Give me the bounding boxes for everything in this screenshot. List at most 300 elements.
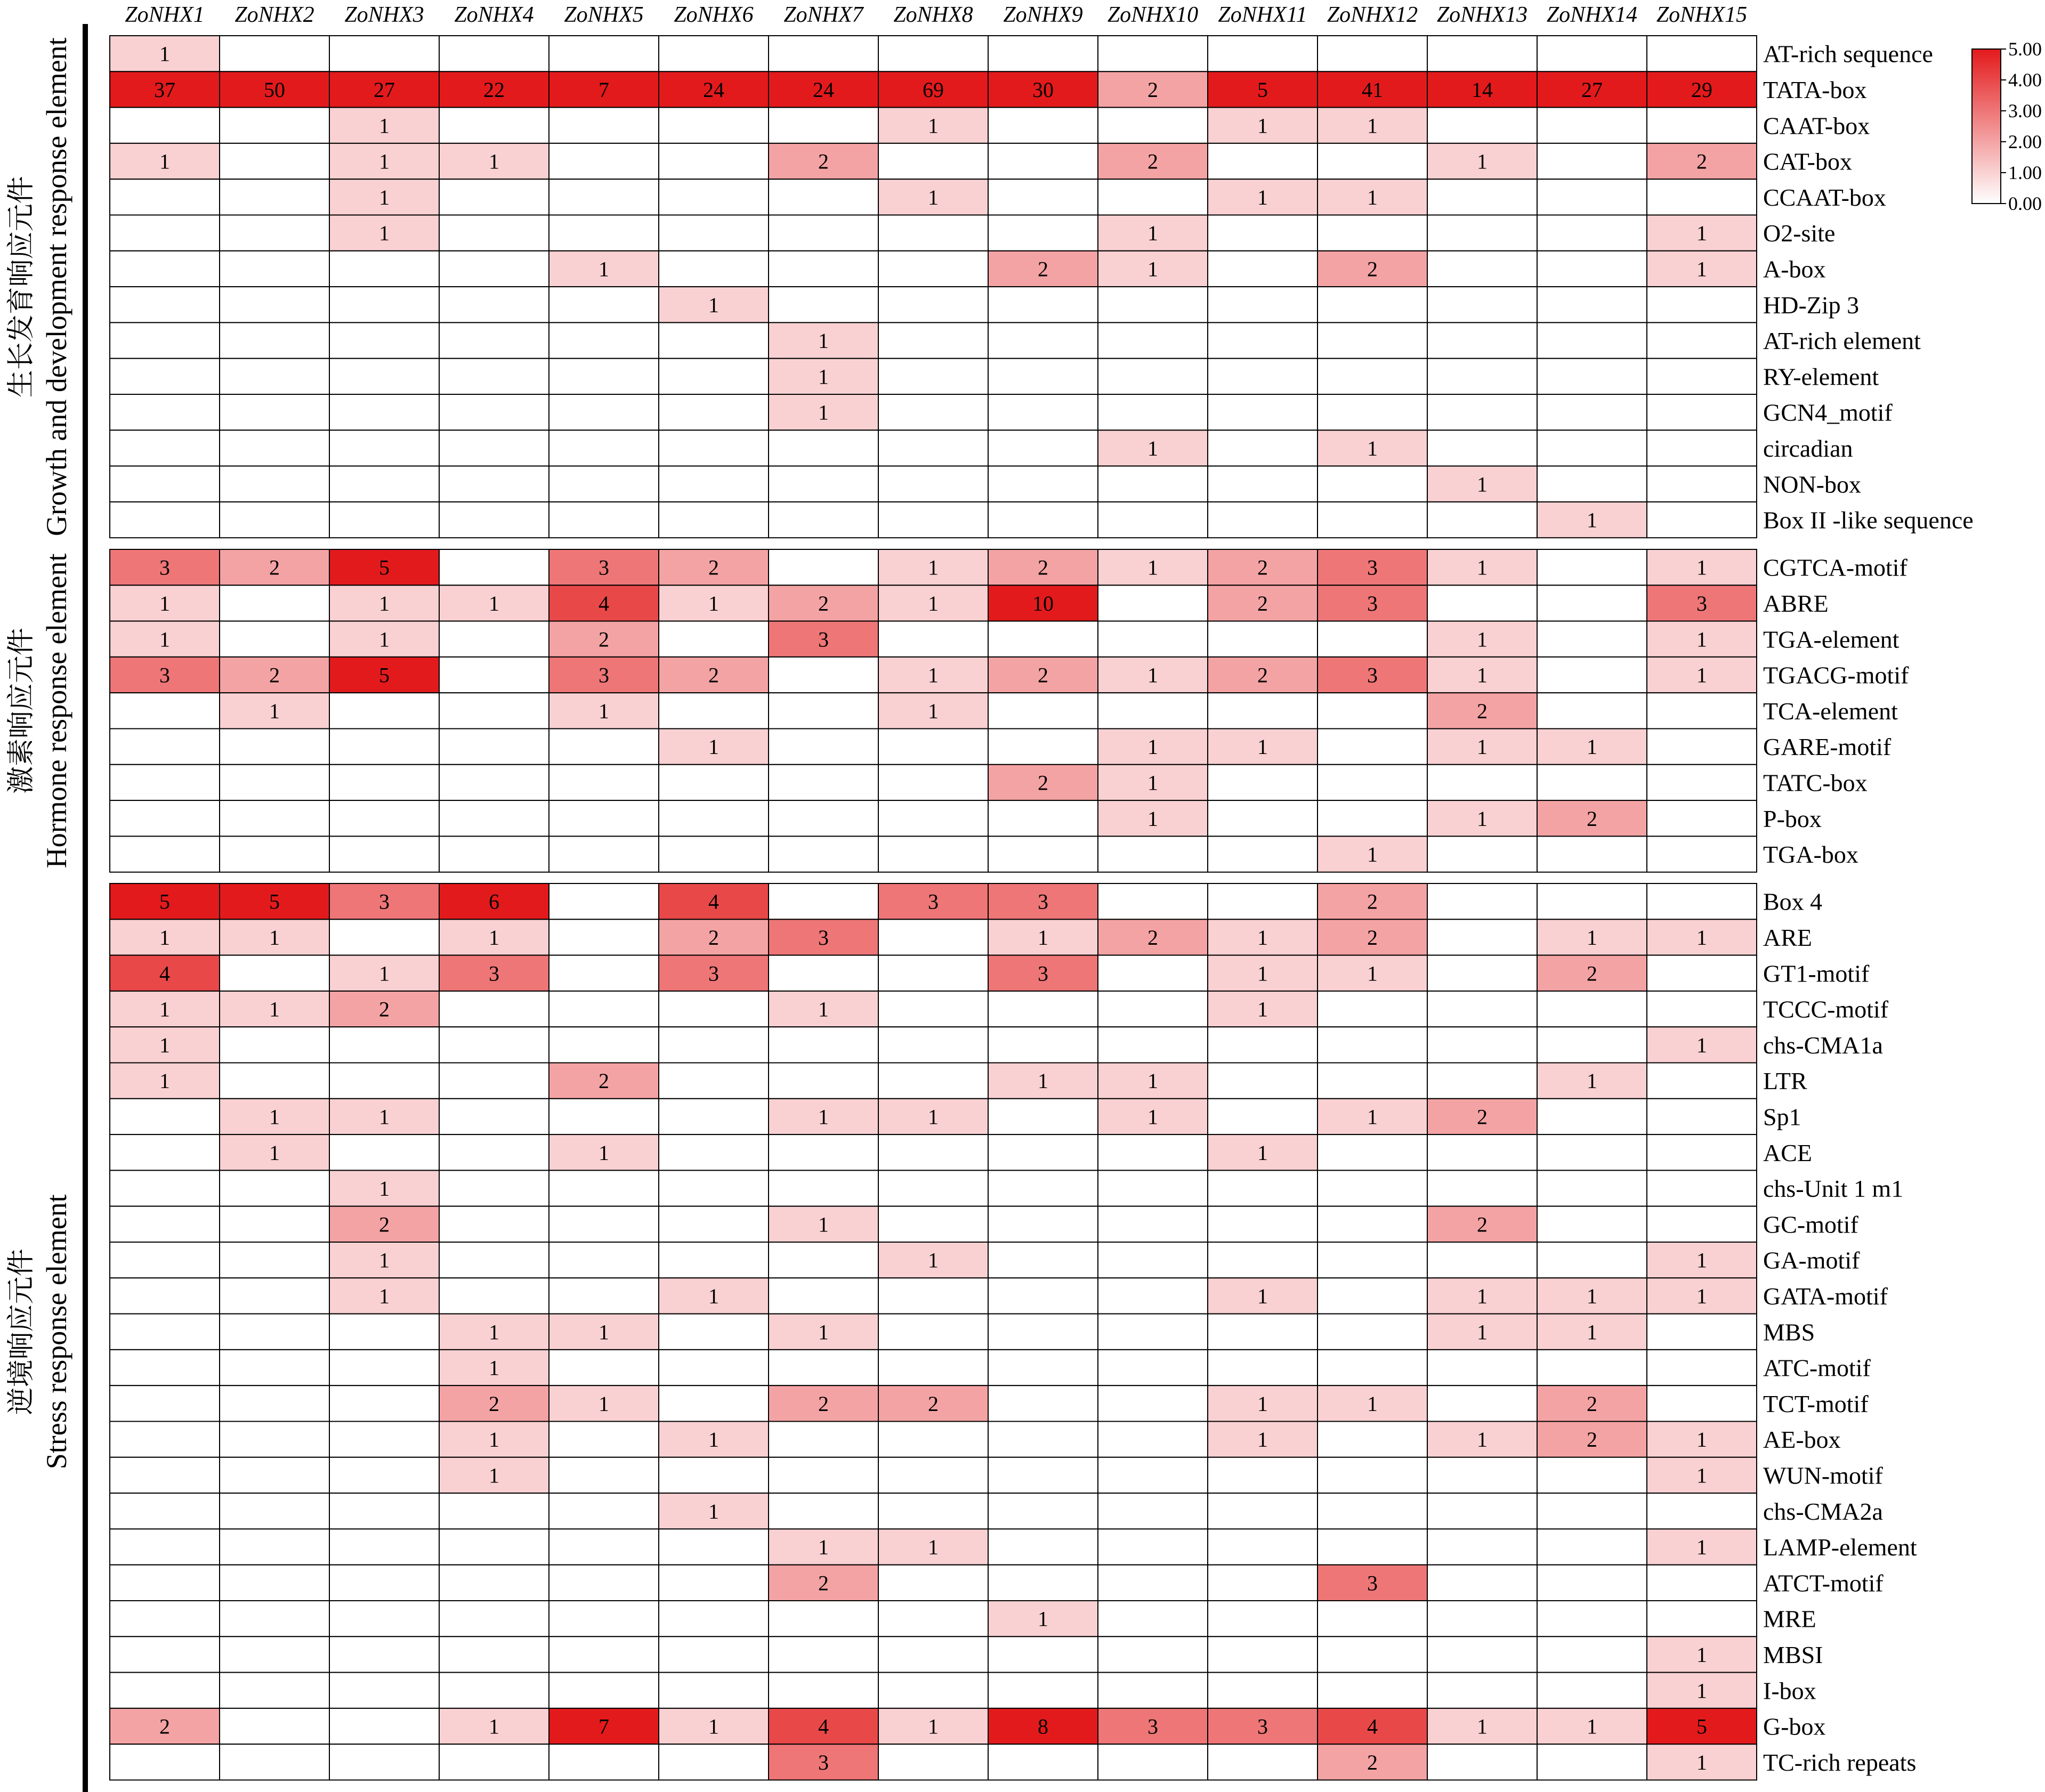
heatmap-cell xyxy=(329,251,439,287)
row-label: MBSI xyxy=(1763,1641,1823,1668)
heatmap-cell xyxy=(329,359,439,394)
heatmap-cell xyxy=(220,466,329,502)
heatmap-cell xyxy=(1537,1099,1647,1134)
heatmap-cell xyxy=(878,955,988,991)
cell-value-label: 1 xyxy=(1257,925,1268,950)
row-label: ACE xyxy=(1763,1139,1812,1166)
cell-value-label: 1 xyxy=(1696,1463,1707,1488)
heatmap-cell xyxy=(769,1063,878,1099)
heatmap-cell xyxy=(659,466,769,502)
heatmap-cell xyxy=(1208,1457,1317,1493)
heatmap-cell xyxy=(1427,251,1537,287)
row-label: TCA-element xyxy=(1763,697,1898,725)
heatmap-cell xyxy=(1427,765,1537,800)
heatmap-cell xyxy=(1208,800,1317,836)
heatmap-cell xyxy=(1537,1134,1647,1170)
heatmap-cell xyxy=(769,1350,878,1385)
heatmap-cell xyxy=(110,1636,220,1672)
cell-value-label: 22 xyxy=(483,77,505,102)
heatmap-cell xyxy=(1427,1350,1537,1385)
cell-value-label: 1 xyxy=(1147,436,1158,460)
heatmap-cell xyxy=(1098,836,1208,872)
heatmap-cell xyxy=(1427,1744,1537,1780)
row-label: TC-rich repeats xyxy=(1763,1748,1917,1776)
cell-value-label: 1 xyxy=(379,185,390,209)
heatmap-cell xyxy=(1317,322,1427,358)
heatmap-cell xyxy=(1427,394,1537,430)
heatmap-cell xyxy=(1098,883,1208,919)
heatmap-cell xyxy=(329,1708,439,1744)
heatmap-cell xyxy=(1208,359,1317,394)
cell-value-label: 1 xyxy=(1147,555,1158,580)
cell-value-label: 2 xyxy=(1367,925,1378,950)
heatmap-cell xyxy=(549,765,659,800)
heatmap-cell xyxy=(659,1206,769,1242)
heatmap-cell xyxy=(329,836,439,872)
heatmap-cell xyxy=(220,36,329,71)
heatmap-cell xyxy=(1098,693,1208,728)
heatmap-cell xyxy=(878,394,988,430)
heatmap-cell xyxy=(769,1457,878,1493)
cell-value-label: 1 xyxy=(818,364,829,389)
cell-value-label: 5 xyxy=(1257,77,1268,102)
heatmap-cell xyxy=(220,215,329,251)
cell-value-label: 1 xyxy=(379,1248,390,1272)
row-label: chs-Unit 1 m1 xyxy=(1763,1175,1904,1203)
cell-value-label: 1 xyxy=(599,1140,609,1165)
heatmap-cell xyxy=(659,991,769,1027)
heatmap-cell xyxy=(329,322,439,358)
heatmap-cell xyxy=(659,108,769,143)
heatmap-cell xyxy=(1537,1636,1647,1672)
cell-value-label: 1 xyxy=(1147,1105,1158,1129)
heatmap-cell xyxy=(988,502,1098,538)
heatmap-cell xyxy=(769,1242,878,1278)
heatmap-cell xyxy=(1427,1673,1537,1708)
heatmap-cell xyxy=(988,1170,1098,1206)
cell-value-label: 1 xyxy=(708,591,719,615)
heatmap-cell xyxy=(769,1636,878,1672)
heatmap-cell xyxy=(1098,36,1208,71)
heatmap-cell xyxy=(769,1170,878,1206)
heatmap-cell xyxy=(1317,466,1427,502)
heatmap-cell xyxy=(769,693,878,728)
cell-value-label: 1 xyxy=(708,1714,719,1739)
heatmap-cell xyxy=(878,287,988,322)
heatmap-cell xyxy=(110,1457,220,1493)
cell-value-label: 1 xyxy=(379,1105,390,1129)
heatmap-cell xyxy=(549,1242,659,1278)
heatmap-cell xyxy=(1208,765,1317,800)
heatmap-cell xyxy=(878,359,988,394)
heatmap-cell xyxy=(988,729,1098,765)
heatmap-cell xyxy=(1317,1134,1427,1170)
cell-value-label: 1 xyxy=(489,149,499,174)
heatmap-cell xyxy=(549,36,659,71)
heatmap-cell xyxy=(1098,359,1208,394)
cell-value-label: 1 xyxy=(708,735,719,759)
heatmap-cell xyxy=(1317,36,1427,71)
group-label-english: Hormone response element xyxy=(41,553,72,869)
row-label: TGA-box xyxy=(1763,841,1858,869)
heatmap-cell xyxy=(1098,179,1208,215)
heatmap-cell xyxy=(1317,215,1427,251)
cell-value-label: 1 xyxy=(818,1105,829,1129)
cell-value-label: 1 xyxy=(489,1320,499,1344)
heatmap-cell xyxy=(769,1673,878,1708)
heatmap-cell xyxy=(878,1278,988,1313)
heatmap-cell xyxy=(549,1673,659,1708)
cell-value-label: 1 xyxy=(489,1356,499,1380)
row-label: TGACG-motif xyxy=(1763,661,1909,689)
heatmap-cell xyxy=(220,1744,329,1780)
row-label: TCT-motif xyxy=(1763,1390,1869,1417)
heatmap-cell xyxy=(439,287,549,322)
heatmap-cell xyxy=(1208,1314,1317,1350)
heatmap-cell xyxy=(220,1422,329,1457)
heatmap-cell xyxy=(1098,1027,1208,1063)
heatmap-cell xyxy=(110,287,220,322)
heatmap-cell xyxy=(1317,1529,1427,1564)
heatmap-cell xyxy=(220,1350,329,1385)
heatmap-cell xyxy=(220,1170,329,1206)
heatmap-cell xyxy=(1537,430,1647,466)
cell-value-label: 1 xyxy=(1696,555,1707,580)
heatmap-cell xyxy=(110,1206,220,1242)
heatmap-cell xyxy=(988,621,1098,657)
heatmap-cell xyxy=(439,1134,549,1170)
heatmap-cell xyxy=(988,322,1098,358)
cell-value-label: 1 xyxy=(379,113,390,138)
cell-value-label: 2 xyxy=(1257,591,1268,615)
heatmap-cell xyxy=(659,1601,769,1636)
heatmap-cell xyxy=(878,621,988,657)
column-header: ZoNHX13 xyxy=(1436,3,1528,27)
heatmap-cell xyxy=(329,36,439,71)
cell-value-label: 1 xyxy=(708,1428,719,1452)
cell-value-label: 3 xyxy=(818,925,829,950)
heatmap-cell xyxy=(1647,502,1757,538)
heatmap-cell xyxy=(1098,1493,1208,1529)
heatmap-cell xyxy=(1208,322,1317,358)
column-header: ZoNHX1 xyxy=(125,3,205,27)
heatmap-cell xyxy=(769,287,878,322)
heatmap-cell xyxy=(439,1601,549,1636)
heatmap-cell xyxy=(110,1493,220,1529)
cell-value-label: 2 xyxy=(708,555,719,580)
heatmap-cell xyxy=(329,1493,439,1529)
heatmap-cell xyxy=(549,430,659,466)
heatmap-cell xyxy=(110,215,220,251)
legend-tick-label: 4.00 xyxy=(2008,69,2042,91)
row-label: chs-CMA2a xyxy=(1763,1497,1883,1525)
row-label: chs-CMA1a xyxy=(1763,1031,1883,1059)
heatmap-cell xyxy=(1208,430,1317,466)
row-label: Sp1 xyxy=(1763,1103,1801,1131)
cell-value-label: 1 xyxy=(1587,1284,1597,1308)
cell-value-label: 1 xyxy=(379,627,390,652)
heatmap-cell xyxy=(439,657,549,693)
group-bracket-bar xyxy=(83,538,88,884)
heatmap-cell xyxy=(439,359,549,394)
cell-value-label: 1 xyxy=(708,1284,719,1308)
heatmap-cell xyxy=(1647,1170,1757,1206)
row-label: TATA-box xyxy=(1763,76,1867,103)
cell-value-label: 1 xyxy=(1477,472,1488,497)
heatmap-cell xyxy=(1317,502,1427,538)
cell-value-label: 5 xyxy=(159,889,170,914)
heatmap-cell xyxy=(549,394,659,430)
heatmap-cell xyxy=(878,143,988,179)
heatmap-cell xyxy=(220,955,329,991)
cell-value-label: 2 xyxy=(1367,257,1378,281)
heatmap-cell xyxy=(549,359,659,394)
cell-value-label: 1 xyxy=(159,997,170,1021)
cell-value-label: 5 xyxy=(379,555,390,580)
heatmap-cell xyxy=(1427,1170,1537,1206)
heatmap-cell xyxy=(988,1350,1098,1385)
heatmap-cell xyxy=(1098,1422,1208,1457)
heatmap-cell xyxy=(549,215,659,251)
heatmap-cell xyxy=(878,251,988,287)
cell-value-label: 1 xyxy=(1257,1391,1268,1416)
heatmap-cell xyxy=(659,1385,769,1421)
heatmap-cell xyxy=(110,1242,220,1278)
row-label: I-box xyxy=(1763,1677,1816,1705)
heatmap-cell xyxy=(1208,1636,1317,1672)
heatmap-cell xyxy=(1647,1493,1757,1529)
cell-value-label: 1 xyxy=(1477,735,1488,759)
heatmap-cell xyxy=(1317,394,1427,430)
heatmap-cell xyxy=(1647,991,1757,1027)
heatmap-cell xyxy=(878,1565,988,1601)
heatmap-cell xyxy=(659,251,769,287)
heatmap-cell xyxy=(659,1314,769,1350)
heatmap-cell xyxy=(1098,1636,1208,1672)
heatmap-cell xyxy=(1317,1242,1427,1278)
heatmap-cell xyxy=(1098,1457,1208,1493)
cell-value-label: 1 xyxy=(1696,1033,1707,1057)
heatmap-cell xyxy=(439,1493,549,1529)
cell-value-label: 7 xyxy=(599,77,609,102)
heatmap-cell xyxy=(1647,693,1757,728)
heatmap-cell xyxy=(329,1314,439,1350)
heatmap-cell xyxy=(220,800,329,836)
heatmap-cell xyxy=(659,143,769,179)
heatmap-cell xyxy=(439,36,549,71)
heatmap-cell xyxy=(549,991,659,1027)
heatmap-cell xyxy=(1317,1350,1427,1385)
heatmap-cell xyxy=(988,1422,1098,1457)
heatmap-cell xyxy=(1647,800,1757,836)
cell-value-label: 1 xyxy=(269,1105,280,1129)
heatmap-cell xyxy=(549,1170,659,1206)
heatmap-cell xyxy=(439,1278,549,1313)
heatmap-cell xyxy=(110,1134,220,1170)
group-label xyxy=(4,554,75,869)
heatmap-cell xyxy=(1537,287,1647,322)
heatmap-cell xyxy=(659,1457,769,1493)
heatmap-cell xyxy=(988,693,1098,728)
heatmap-cell xyxy=(1537,1529,1647,1564)
heatmap-cell xyxy=(110,1529,220,1564)
cell-value-label: 4 xyxy=(599,591,609,615)
heatmap-cell xyxy=(1098,955,1208,991)
column-header: ZoNHX11 xyxy=(1218,3,1307,27)
heatmap-cell xyxy=(1427,1134,1537,1170)
cell-value-label: 1 xyxy=(1257,185,1268,209)
heatmap-cell xyxy=(659,215,769,251)
heatmap-cell xyxy=(220,1529,329,1564)
row-label: MRE xyxy=(1763,1605,1816,1633)
cell-value-label: 2 xyxy=(708,925,719,950)
heatmap-cell xyxy=(1317,1063,1427,1099)
column-header: ZoNHX8 xyxy=(893,3,973,27)
cell-value-label: 3 xyxy=(159,555,170,580)
heatmap-cell xyxy=(220,729,329,765)
cell-value-label: 2 xyxy=(1367,889,1378,914)
group-label xyxy=(4,1194,75,1469)
heatmap-cell xyxy=(1208,287,1317,322)
cell-value-label: 1 xyxy=(928,591,939,615)
heatmap-cell xyxy=(439,549,549,585)
heatmap-cell xyxy=(1317,1206,1427,1242)
heatmap-cell xyxy=(329,919,439,955)
column-header: ZoNHX4 xyxy=(454,3,534,27)
heatmap-cell xyxy=(220,430,329,466)
heatmap-cell xyxy=(329,394,439,430)
heatmap-cell xyxy=(1647,1063,1757,1099)
heatmap-cell xyxy=(878,215,988,251)
heatmap-cell xyxy=(220,179,329,215)
heatmap-cell xyxy=(439,1099,549,1134)
heatmap-cell xyxy=(110,108,220,143)
heatmap-cell xyxy=(1647,1206,1757,1242)
heatmap-cell xyxy=(1427,287,1537,322)
heatmap-cell xyxy=(988,394,1098,430)
heatmap-cell xyxy=(439,251,549,287)
row-label: ATC-motif xyxy=(1763,1354,1871,1382)
heatmap-cell xyxy=(769,657,878,693)
heatmap-cell xyxy=(1427,991,1537,1027)
legend-color-bar xyxy=(1972,49,2001,204)
cell-value-label: 2 xyxy=(1038,555,1048,580)
cell-value-label: 1 xyxy=(159,149,170,174)
heatmap-cell xyxy=(1208,1242,1317,1278)
heatmap-cell xyxy=(549,1278,659,1313)
heatmap-cell xyxy=(110,1385,220,1421)
heatmap-cell xyxy=(549,1457,659,1493)
heatmap-cell xyxy=(549,1601,659,1636)
row-label: WUN-motif xyxy=(1763,1462,1883,1489)
heatmap-cell xyxy=(110,1601,220,1636)
row-label: AT-rich element xyxy=(1763,327,1921,355)
cell-value-label: 1 xyxy=(1147,771,1158,795)
heatmap-cell xyxy=(1317,729,1427,765)
heatmap-cell xyxy=(1098,1601,1208,1636)
column-header: ZoNHX12 xyxy=(1327,3,1418,27)
heatmap-cell xyxy=(988,1027,1098,1063)
cell-value-label: 1 xyxy=(489,1428,499,1452)
heatmap-cell xyxy=(1537,1170,1647,1206)
heatmap-cell xyxy=(1317,991,1427,1027)
heatmap-cell xyxy=(1647,1099,1757,1134)
heatmap-cell xyxy=(439,322,549,358)
heatmap-cell xyxy=(549,1744,659,1780)
heatmap-cell xyxy=(439,1027,549,1063)
row-label: AT-rich sequence xyxy=(1763,40,1933,68)
heatmap-cell xyxy=(220,251,329,287)
heatmap-cell xyxy=(1427,836,1537,872)
heatmap-cell xyxy=(439,108,549,143)
heatmap-cell xyxy=(988,1206,1098,1242)
row-label: ABRE xyxy=(1763,589,1829,617)
cell-value-label: 2 xyxy=(1367,1750,1378,1774)
cell-value-label: 1 xyxy=(1696,1248,1707,1272)
heatmap-cell xyxy=(988,1565,1098,1601)
cell-value-label: 1 xyxy=(379,591,390,615)
heatmap-cell xyxy=(1317,1278,1427,1313)
heatmap-cell xyxy=(988,1134,1098,1170)
heatmap-cell xyxy=(1647,108,1757,143)
heatmap-cell xyxy=(1208,394,1317,430)
heatmap-cell xyxy=(1098,621,1208,657)
heatmap-cell xyxy=(220,322,329,358)
heatmap-cell xyxy=(549,502,659,538)
heatmap-cell xyxy=(1098,394,1208,430)
heatmap-cell xyxy=(220,359,329,394)
heatmap-cell xyxy=(1098,466,1208,502)
cell-value-label: 1 xyxy=(489,925,499,950)
heatmap-cell xyxy=(878,1134,988,1170)
heatmap-cell xyxy=(878,836,988,872)
cell-value-label: 1 xyxy=(1696,221,1707,246)
heatmap-cell xyxy=(110,836,220,872)
heatmap-cell xyxy=(1647,1350,1757,1385)
heatmap-cell xyxy=(769,1134,878,1170)
cell-value-label: 1 xyxy=(1696,663,1707,687)
heatmap-cell xyxy=(878,1744,988,1780)
heatmap-cell xyxy=(659,322,769,358)
heatmap-cell xyxy=(1208,1350,1317,1385)
cell-value-label: 2 xyxy=(159,1714,170,1739)
cell-value-label: 2 xyxy=(1147,925,1158,950)
cell-value-label: 2 xyxy=(1147,149,1158,174)
heatmap-cell xyxy=(1317,359,1427,394)
heatmap-cell xyxy=(1537,251,1647,287)
heatmap-cell xyxy=(1537,108,1647,143)
group-block xyxy=(110,883,1917,1780)
group-block xyxy=(110,549,1909,872)
heatmap-cell xyxy=(878,1457,988,1493)
cell-value-label: 1 xyxy=(1367,113,1378,138)
heatmap-cell xyxy=(110,359,220,394)
heatmap-cell xyxy=(878,1206,988,1242)
cell-value-label: 3 xyxy=(1367,555,1378,580)
heatmap-cell xyxy=(988,215,1098,251)
cell-value-label: 2 xyxy=(379,997,390,1021)
heatmap-cell xyxy=(110,765,220,800)
cell-value-label: 27 xyxy=(374,77,395,102)
heatmap-cell xyxy=(1537,1457,1647,1493)
group-label-english: Stress response element xyxy=(41,1194,72,1470)
heatmap-cell xyxy=(110,1565,220,1601)
cell-value-label: 2 xyxy=(818,1571,829,1595)
heatmap-cell xyxy=(220,621,329,657)
heatmap-cell xyxy=(549,1493,659,1529)
heatmap-cell xyxy=(878,765,988,800)
heatmap-cell xyxy=(1098,108,1208,143)
